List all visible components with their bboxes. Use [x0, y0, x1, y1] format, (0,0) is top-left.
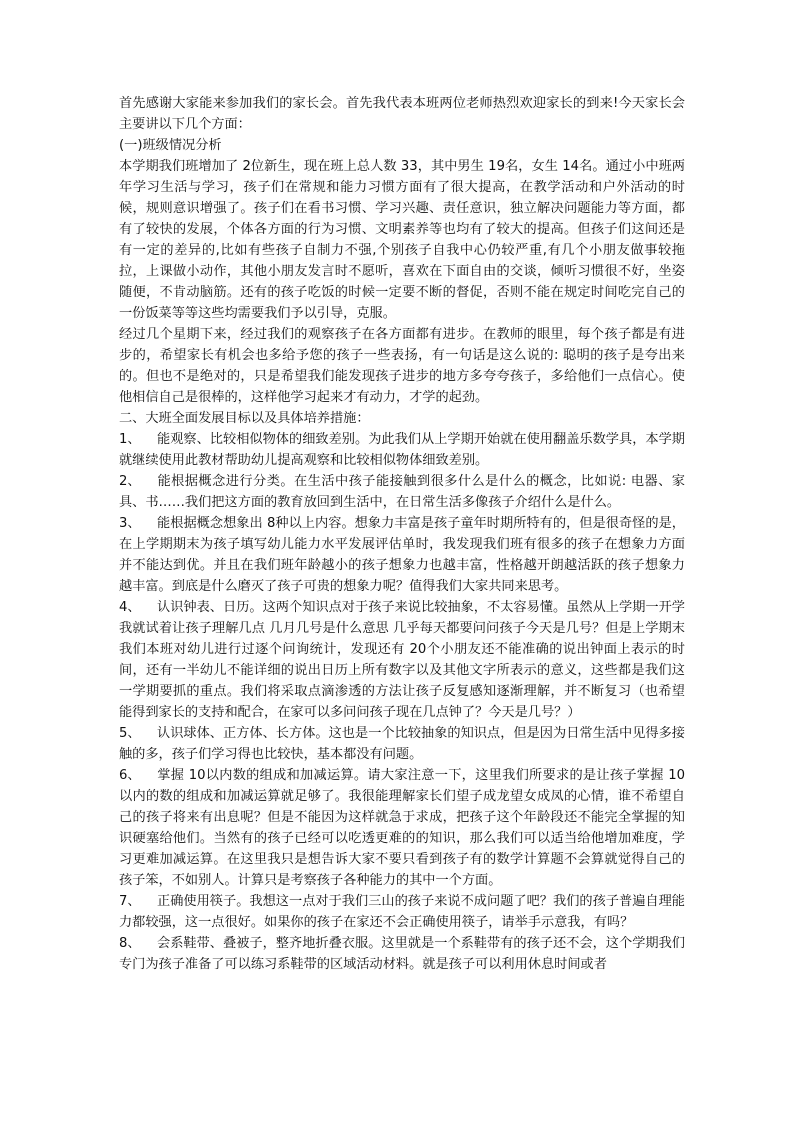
list-item-text: 掌握 10以内数的组成和加减运算。请大家注意一下，这里我们所要求的是让孩子掌握 10以内的数的组成和加减运算就足够了。我很能理解家长们望子成龙望女成凤的心情，谁不希望自己的孩子将来有出息呢？但是不能因为这样就急于求成，把孩子这个年龄段还不能完全掌握的知识硬塞给他们。当然有的孩子已经可以吃透更难的的知识，那么我们可以适当给他增加难度，学习更难加减运算。在这里我只是想告诉大家不要只看到孩子有的数学计算题不会算就觉得自己的孩子笨，不如别人。计算只是考察孩子各种能力的其中一个方面。	[119, 768, 685, 888]
list-item	[119, 723, 685, 765]
list-item	[119, 891, 685, 933]
intro-paragraph: 首先感谢大家能来参加我们的家长会。首先我代表本班两位老师热烈欢迎家长的到来!今天家长会主要讲以下几个方面：	[119, 96, 685, 132]
list-item-text: 会系鞋带、叠被子，整齐地折叠衣服。这里就是一个系鞋带有的孩子还不会，这个学期我们专门为孩子准备了可以练习系鞋带的区域活动材料。就是孩子可以利用休息时间或者	[119, 936, 685, 972]
list-item-text: 能观察、比较相似物体的细致差别。为此我们从上学期开始就在使用翻盖乐数学具，本学期就继续使用此教材帮助幼儿提高观察和比较相似物体细致差别。	[119, 432, 685, 468]
list-item-number: 1、	[119, 432, 141, 447]
list-item-text: 认识球体、正方体、长方体。这也是一个比较抽象的知识点，但是因为日常生活中见得多接触的多，孩子们学习得也比较快，基本都没有问题。	[119, 726, 685, 762]
list-item	[119, 933, 685, 975]
list-item	[119, 597, 685, 723]
list-item-text: 认识钟表、日历。这两个知识点对于孩子来说比较抽象，不太容易懂。虽然从上学期一开学我就试着让孩子理解几点 几月几号是什么意思 几乎每天都要问问孩子今天是几号？但是上学期末我们本班对幼儿进行过逐个问询统计，发现还有 20个小朋友还不能准确的说出钟面上表示的时间，还有一半幼儿不能详细的说出日历上所有数字以及其他文字所表示的意义，这些都是我们这一学期要抓的重点。我们将采取点滴渗透的方法让孩子反复感知逐渐理解，并不断复习（也希望能得到家长的支持和配合，在家可以多问问孩子现在几点钟了？今天是几号？）	[119, 600, 685, 720]
list-item	[119, 471, 685, 513]
list-item-number: 7、	[119, 894, 141, 909]
list-item-number: 6、	[119, 768, 141, 783]
document-page	[119, 93, 685, 975]
class-analysis-paragraph: 本学期我们班增加了 2位新生，现在班上总人数 33，其中男生 19名，女生 14名。通过小中班两年学习生活与学习，孩子们在常规和能力习惯方面有了很大提高，在教学活动和户外活动的时候，规则意识增强了。孩子们在看书习惯、学习兴趣、责任意识，独立解决问题能力等方面，都有了较快的发展，个体各方面的行为习惯、文明素养等也均有了较大的提高。但孩子们这间还是有一定的差异的,比如有些孩子自制力不强,个别孩子自我中心仍较严重,有几个小朋友做事较拖拉，上课做小动作，其他小朋友发言时不愿听，喜欢在下面自由的交谈，倾听习惯很不好，坐姿随便，不肯动脑筋。还有的孩子吃饭的时候一定要不断的督促，否则不能在规定时间吃完自己的一份饭菜等等这些均需要我们予以引导，克服。	[119, 159, 685, 321]
list-item	[119, 429, 685, 471]
list-item-text: 能根据概念想象出 8种以上内容。想象力丰富是孩子童年时期所特有的，但是很奇怪的是，在上学期期末为孩子填写幼儿能力水平发展评估单时，我发现我们班有很多的孩子在想象力方面并不能达到优。并且在我们班年龄越小的孩子想象力也越丰富，性格越开朗越活跃的孩子想象力越丰富。到底是什么磨灭了孩子可贵的想象力呢？值得我们大家共同来思考。	[119, 516, 685, 594]
list-item-text: 正确使用筷子。我想这一点对于我们三山的孩子来说不成问题了吧？我们的孩子普遍自理能力都较强，这一点很好。如果你的孩子在家还不会正确使用筷子，请举手示意我，有吗？	[119, 894, 685, 930]
goals-list	[119, 429, 685, 975]
section-heading-goals: 二、大班全面发展目标以及具体培养措施：	[119, 411, 370, 426]
list-item	[119, 513, 685, 597]
list-item-number: 5、	[119, 726, 141, 741]
progress-paragraph: 经过几个星期下来，经过我们的观察孩子在各方面都有进步。在教师的眼里，每个孩子都是有进步的，希望家长有机会也多给予您的孩子一些表扬，有一句话是这么说的: 聪明的孩子是夸出来的。但也不是绝对的，只是希望我们能发现孩子进步的地方多夸夸孩子，多给他们一点信心。使他相信自己是很棒的，这样他学习起来才有动力，才学的起劲。	[119, 327, 685, 405]
list-item-text: 能根据概念进行分类。在生活中孩子能接触到很多什么是什么的概念，比如说: 电器、家具、书……我们把这方面的教育放回到生活中，在日常生活多像孩子介绍什么是什么。	[119, 474, 685, 510]
list-item-number: 8、	[119, 936, 141, 951]
list-item-number: 4、	[119, 600, 141, 615]
list-item	[119, 765, 685, 891]
list-item-number: 2、	[119, 474, 141, 489]
list-item-number: 3、	[119, 516, 141, 531]
section-heading-class-analysis: (一)班级情况分析	[119, 138, 222, 153]
